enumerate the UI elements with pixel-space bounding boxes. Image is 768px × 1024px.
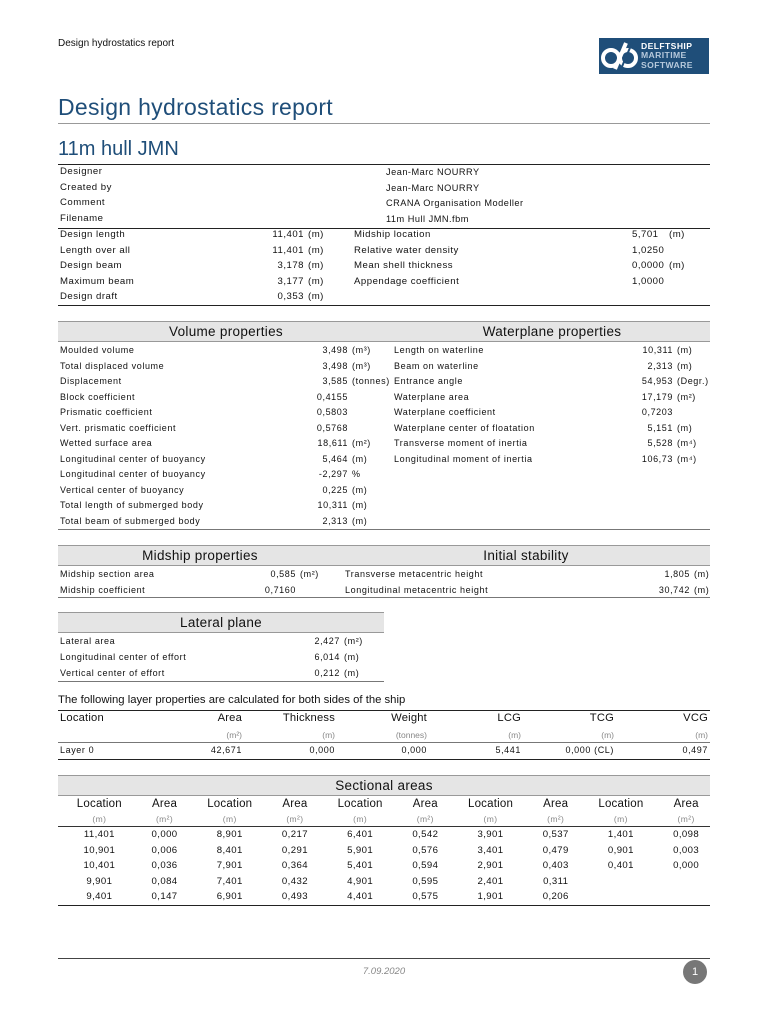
table-row xyxy=(58,858,710,874)
table-cell xyxy=(580,889,663,905)
table-cell: 0,206 xyxy=(532,889,580,905)
volume-label: Block coefficient xyxy=(60,391,136,402)
lateral-unit: (m) xyxy=(344,652,360,662)
layers-top-rule xyxy=(58,710,710,711)
volume-label: Moulded volume xyxy=(60,345,135,355)
table-cell: 10,901 xyxy=(83,844,116,856)
design-unit: (m) xyxy=(669,229,685,240)
table-cell: 2,901 xyxy=(477,860,504,872)
table-row xyxy=(58,889,710,905)
table-cell: 0,217 xyxy=(281,829,308,841)
info-top-rule xyxy=(58,164,710,165)
table-cell: 0,594 xyxy=(412,860,439,872)
volume-value: 3,585 xyxy=(322,376,348,386)
table-cell: (m) xyxy=(58,812,141,827)
waterplane-label: Entrance angle xyxy=(394,376,463,386)
design-value: 1,0250 xyxy=(632,244,665,256)
design-label: Maximum beam xyxy=(60,275,135,287)
table-cell: (m) xyxy=(319,812,402,827)
layers-cell: 0,000 xyxy=(309,745,335,755)
table-cell: 0,084 xyxy=(151,875,178,887)
table-cell: 8,401 xyxy=(216,844,243,856)
table-cell: Area xyxy=(151,798,178,810)
table-cell: 0,003 xyxy=(673,844,700,856)
table-cell: (m²) xyxy=(532,812,580,827)
table-cell: 0,006 xyxy=(151,844,178,856)
design-label: Length over all xyxy=(60,244,131,256)
volume-unit: (m) xyxy=(352,515,368,526)
table-row xyxy=(58,874,710,890)
layers-unit-rule xyxy=(58,742,710,743)
table-cell: 0,595 xyxy=(412,875,439,887)
table-cell: 0,401 xyxy=(607,860,634,872)
layers-unit: (m) xyxy=(508,730,521,740)
lateral-value: 0,212 xyxy=(314,668,340,678)
layers-header: Weight xyxy=(391,712,427,724)
sectional-areas-title: Sectional areas xyxy=(335,778,433,793)
waterplane-value: 0,7203 xyxy=(641,407,673,417)
info-value: Jean-Marc NOURRY xyxy=(386,182,480,193)
stability-unit: (m) xyxy=(694,584,710,595)
table-row xyxy=(58,796,710,812)
layers-unit: (m) xyxy=(601,730,614,740)
layers-unit: (m) xyxy=(695,730,708,740)
table-cell: 5,901 xyxy=(347,844,374,856)
layers-header: TCG xyxy=(589,712,614,724)
table-cell: 0,576 xyxy=(412,844,439,856)
table-cell: 0,311 xyxy=(543,875,569,887)
volume-label: Vert. prismatic coefficient xyxy=(60,422,177,433)
volume-label: Total length of submerged body xyxy=(60,500,204,510)
design-label: Design draft xyxy=(60,291,118,302)
waterplane-unit: (m) xyxy=(677,360,693,371)
info-label: Filename xyxy=(60,212,104,224)
table-cell: 0,098 xyxy=(673,829,700,841)
design-value: 5,701 xyxy=(632,229,659,240)
table-cell: Location xyxy=(337,798,383,810)
volume-unit: (m) xyxy=(352,453,368,464)
table-row xyxy=(58,827,710,843)
footer-divider xyxy=(58,958,710,959)
layers-cell: 5,441 xyxy=(495,745,521,755)
layers-cell: 0,000 xyxy=(401,745,427,755)
table-row xyxy=(58,812,710,827)
volume-value: 5,464 xyxy=(322,453,348,464)
stability-unit: (m) xyxy=(694,569,710,579)
waterplane-value: 5,528 xyxy=(647,438,673,448)
design-unit: (m) xyxy=(669,260,685,271)
page-number-badge: 1 xyxy=(683,960,707,984)
midship-value: 0,7160 xyxy=(264,584,296,595)
lateral-label: Longitudinal center of effort xyxy=(60,652,187,662)
lateral-label: Vertical center of effort xyxy=(60,668,165,678)
table-cell xyxy=(662,874,710,890)
volume-value: 0,5768 xyxy=(316,422,348,433)
table-cell: (m) xyxy=(449,812,532,827)
lateral-value: 2,427 xyxy=(314,636,340,646)
sectional-areas-band xyxy=(58,775,710,796)
table-cell: 0,036 xyxy=(151,860,178,872)
table-cell: 11,401 xyxy=(83,829,115,841)
volume-unit: % xyxy=(352,469,361,479)
design-value: 0,0000 xyxy=(632,260,665,271)
table-cell: 9,901 xyxy=(86,875,113,887)
table-cell: 0,901 xyxy=(607,844,634,856)
lateral-unit: (m) xyxy=(344,668,360,678)
layers-cell: 0,497 xyxy=(682,745,708,755)
table-cell: (m) xyxy=(188,812,271,827)
table-cell: Area xyxy=(543,798,569,810)
stability-value: 1,805 xyxy=(664,569,690,579)
table-cell: 4,401 xyxy=(319,889,402,905)
table-cell: Area xyxy=(282,798,308,810)
waterplane-unit: (m⁴) xyxy=(677,453,697,464)
design-label: Design length xyxy=(60,229,126,240)
table-cell: 0,364 xyxy=(281,860,308,872)
table-cell: Location xyxy=(207,798,253,810)
layers-header: VCG xyxy=(683,712,708,724)
midship-title: Midship properties xyxy=(142,548,258,563)
volume-value: 3,498 xyxy=(322,360,348,371)
waterplane-unit: (m) xyxy=(677,422,693,433)
table-cell: 0,147 xyxy=(141,889,189,905)
volume-value: 3,498 xyxy=(322,345,348,355)
info-label: Created by xyxy=(60,181,112,193)
table-cell: 3,901 xyxy=(477,829,504,841)
waterplane-label: Waterplane area xyxy=(394,391,470,402)
footer-date: 7.09.2020 xyxy=(362,966,406,977)
volume-label: Longitudinal center of buoyancy xyxy=(60,453,206,464)
design-unit: (m) xyxy=(308,229,324,240)
waterplane-value: 10,311 xyxy=(642,345,673,355)
table-cell: 3,401 xyxy=(477,844,504,856)
layers-header: Area xyxy=(217,712,242,724)
table-cell: 0,537 xyxy=(542,829,569,841)
midship-value: 0,585 xyxy=(270,569,296,579)
title-divider xyxy=(58,123,710,124)
design-unit: (m) xyxy=(308,275,324,287)
table-cell: 0,403 xyxy=(542,860,569,872)
design-label: Midship location xyxy=(354,229,431,240)
volume-value: -2,297 xyxy=(318,469,348,479)
table-cell: 6,401 xyxy=(347,829,374,841)
midship-unit: (m²) xyxy=(300,569,319,579)
table-cell: Location xyxy=(598,798,644,810)
layers-unit: (tonnes) xyxy=(395,730,427,740)
design-label: Design beam xyxy=(60,260,123,271)
design-value: 11,401 xyxy=(272,244,304,256)
volume-unit: (m³) xyxy=(352,345,371,355)
waterplane-unit: (m) xyxy=(677,345,693,355)
waterplane-unit: (Degr.) xyxy=(677,376,709,386)
info-value: CRANA Organisation Modeller xyxy=(386,198,524,208)
table-cell: (m²) xyxy=(141,812,189,827)
design-unit: (m) xyxy=(308,260,324,271)
design-label: Mean shell thickness xyxy=(354,260,454,271)
design-value: 1,0000 xyxy=(632,275,665,287)
waterplane-value: 106,73 xyxy=(641,453,673,464)
waterplane-value: 54,953 xyxy=(641,376,673,386)
volume-label: Longitudinal center of buoyancy xyxy=(60,469,206,479)
table-cell: 6,901 xyxy=(188,889,271,905)
volume-unit: (m²) xyxy=(352,438,371,448)
layers-unit: (m²) xyxy=(226,730,242,740)
table-cell: (m²) xyxy=(271,812,319,827)
volume-value: 10,311 xyxy=(317,500,348,510)
table-cell: 4,901 xyxy=(347,875,374,887)
logo-line2: MARITIME xyxy=(641,50,687,61)
table-cell: 1,901 xyxy=(449,889,532,905)
header-report-name: Design hydrostatics report xyxy=(58,38,175,49)
volume-title: Volume properties xyxy=(169,324,283,339)
lateral-title: Lateral plane xyxy=(180,615,262,630)
table-cell: 7,401 xyxy=(216,875,243,887)
volume-value: 0,5803 xyxy=(316,407,348,417)
table-cell: 0,000 xyxy=(673,860,700,872)
table-cell: (m²) xyxy=(662,812,710,827)
table-row xyxy=(58,843,710,859)
waterplane-label: Beam on waterline xyxy=(394,360,479,371)
table-cell: 0,479 xyxy=(542,844,569,856)
table-cell: 1,401 xyxy=(607,829,634,841)
volume-label: Displacement xyxy=(60,376,122,386)
waterplane-title: Waterplane properties xyxy=(482,324,622,339)
waterplane-label: Waterplane coefficient xyxy=(394,407,496,417)
table-cell: 0,542 xyxy=(412,829,439,841)
table-cell xyxy=(580,874,663,890)
layers-bottom-rule xyxy=(58,759,710,760)
table-cell xyxy=(662,889,710,905)
table-cell: 0,432 xyxy=(281,875,308,887)
design-value: 0,353 xyxy=(277,291,304,302)
table-cell: (m) xyxy=(580,812,663,827)
waterplane-label: Transverse moment of inertia xyxy=(394,438,528,448)
table-cell: Location xyxy=(76,798,122,810)
waterplane-unit: (m⁴) xyxy=(677,438,697,448)
logo-line3: SOFTWARE xyxy=(641,59,693,70)
volume-unit: (m) xyxy=(352,484,368,495)
midship-label: Midship coefficient xyxy=(60,584,146,595)
waterplane-value: 17,179 xyxy=(641,391,673,402)
table-cell: 8,901 xyxy=(216,829,243,841)
table-cell: Area xyxy=(673,798,699,810)
layers-header: Thickness xyxy=(282,712,335,724)
waterplane-label: Waterplane center of floatation xyxy=(394,422,535,433)
table-cell: (m²) xyxy=(401,812,449,827)
design-label: Appendage coefficient xyxy=(354,275,460,287)
info-value: 11m Hull JMN.fbm xyxy=(386,213,469,224)
volume-label: Prismatic coefficient xyxy=(60,407,153,417)
table-cell: 0,000 xyxy=(151,829,178,841)
lateral-value: 6,014 xyxy=(314,652,340,662)
waterplane-value: 2,313 xyxy=(647,360,673,371)
volume-value: 0,4155 xyxy=(316,391,348,402)
table-cell: 2,401 xyxy=(477,875,504,887)
project-name: 11m hull JMN xyxy=(58,138,179,160)
table-cell: 7,901 xyxy=(216,860,243,872)
volume-bottom-rule xyxy=(58,529,710,530)
design-value: 11,401 xyxy=(272,229,304,240)
stability-value: 30,742 xyxy=(658,584,690,595)
waterplane-unit: (m²) xyxy=(677,391,696,402)
waterplane-label: Longitudinal moment of inertia xyxy=(394,453,533,464)
sectional-areas-table xyxy=(58,796,710,906)
lateral-label: Lateral area xyxy=(60,636,116,646)
stability-label: Longitudinal metacentric height xyxy=(345,584,489,595)
layers-unit: (m) xyxy=(322,730,335,740)
layers-header: LCG xyxy=(497,712,521,724)
stability-label: Transverse metacentric height xyxy=(345,569,484,579)
design-value: 3,178 xyxy=(277,260,304,271)
info-label: Designer xyxy=(60,166,103,177)
layers-cell: 0,000 (CL) xyxy=(565,745,614,755)
table-cell: Location xyxy=(467,798,514,810)
volume-label: Total displaced volume xyxy=(60,360,165,371)
volume-unit: (m³) xyxy=(352,360,371,371)
waterplane-value: 5,151 xyxy=(647,422,673,433)
layers-header: Location xyxy=(60,712,104,724)
stability-title: Initial stability xyxy=(483,548,569,563)
design-value: 3,177 xyxy=(277,275,304,287)
logo-line1: DELFTSHIP xyxy=(641,40,693,51)
table-cell: Area xyxy=(412,798,438,810)
volume-value: 2,313 xyxy=(322,515,348,526)
waterplane-label: Length on waterline xyxy=(394,345,484,355)
volume-unit: (tonnes) xyxy=(352,376,390,386)
design-unit: (m) xyxy=(308,244,324,256)
volume-label: Vertical center of buoyancy xyxy=(60,484,185,495)
table-cell: 0,575 xyxy=(401,889,449,905)
layers-intro: The following layer properties are calculated for both sides of the ship xyxy=(58,694,406,706)
design-label: Relative water density xyxy=(354,244,459,256)
delftship-logo-icon xyxy=(599,38,641,74)
volume-unit: (m) xyxy=(352,500,368,510)
volume-value: 18,611 xyxy=(317,438,348,448)
lateral-unit: (m²) xyxy=(344,636,363,646)
lateral-bottom-rule xyxy=(58,681,384,682)
volume-value: 0,225 xyxy=(322,484,348,495)
table-cell: 10,401 xyxy=(83,860,116,872)
volume-label: Total beam of submerged body xyxy=(60,515,201,526)
page-title: Design hydrostatics report xyxy=(58,94,333,120)
delftship-logo xyxy=(599,38,709,74)
layers-cell: 42,671 xyxy=(210,745,242,755)
info-value: Jean-Marc NOURRY xyxy=(386,167,480,177)
table-cell: 5,401 xyxy=(347,860,374,872)
layers-cell: Layer 0 xyxy=(60,745,95,755)
info-label: Comment xyxy=(60,197,106,208)
table-cell: 0,493 xyxy=(271,889,319,905)
volume-label: Wetted surface area xyxy=(60,438,153,448)
table-cell: 9,401 xyxy=(58,889,141,905)
table-cell: 0,291 xyxy=(281,844,308,856)
design-unit: (m) xyxy=(308,291,324,302)
midship-bottom-rule xyxy=(58,597,710,598)
design-bottom-rule xyxy=(58,305,710,306)
midship-label: Midship section area xyxy=(60,569,155,579)
